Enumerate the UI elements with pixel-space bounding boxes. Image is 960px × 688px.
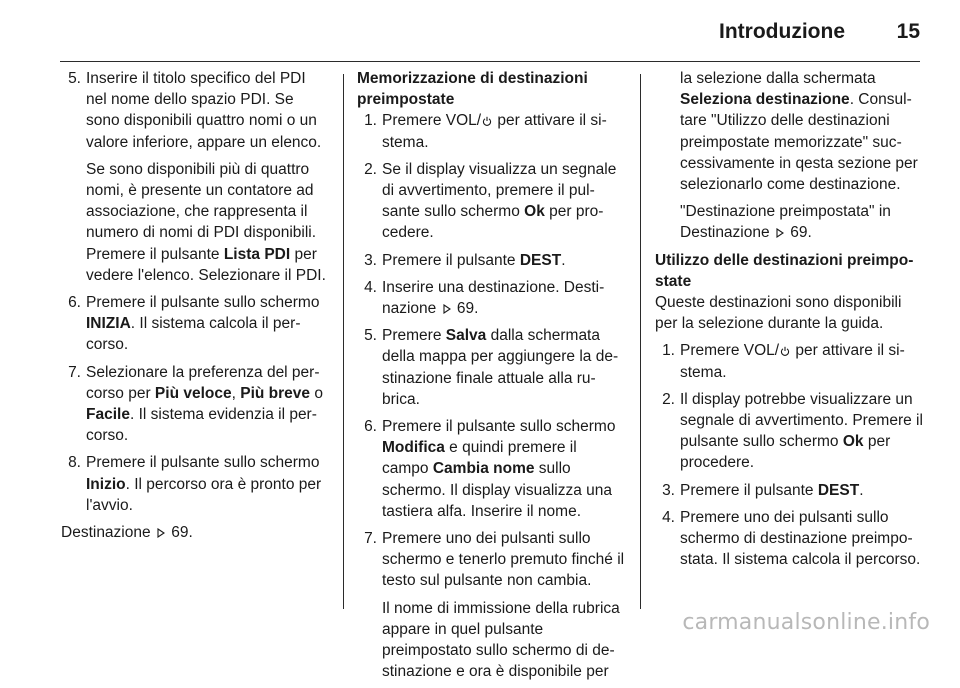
list-item: 4. Premere uno dei pulsanti sullo schermo di destinazione preimpostata. Il sistema calcola il percorso. (662, 508, 921, 569)
page-header (0, 0, 960, 62)
section-heading: Memorizzazione di destinazioni preimpostate (357, 70, 588, 109)
page-title: Introduzione (719, 20, 845, 43)
list-item: 3. Premere il pulsante DEST. (364, 251, 566, 269)
list-item: 2. Il display potrebbe visualizzare un segnale di avvertimento. Premere il pulsante sullo schermo Ok per procedere. (662, 390, 923, 472)
list-item: 4. Inserire una destinazione. Destinazione 69. (364, 278, 605, 318)
column-1 (61, 68, 326, 549)
cross-reference: Destinazione 69. (61, 524, 193, 542)
column-3 (655, 68, 923, 576)
page-number: 15 (896, 20, 920, 43)
watermark-text: carmanualsonline.info (682, 610, 930, 635)
power-icon (482, 116, 492, 126)
intro-text: Queste destinazioni sono disponibili per la selezione durante la guida. (655, 294, 902, 333)
list-item: 6. Premere il pulsante sullo schermo Modifica e quindi premere il campo Cambia nome sullo schermo. Il display visualizza una tastiera alfa. Inserire il nome. (364, 418, 616, 520)
column-divider (343, 74, 344, 609)
section-heading: Utilizzo delle destinazioni preimpostate (655, 251, 914, 290)
list-item: 3. Premere il pulsante DEST. (662, 481, 864, 499)
page-reference-arrow-icon (442, 304, 452, 314)
page-reference-arrow-icon (156, 528, 166, 538)
list-item: 2. Se il display visualizza un segnale di avvertimento, premere il pulsante sullo schermo Ok per procedere. (364, 160, 617, 242)
list-item: 7. Selezionare la preferenza del percorso per Più veloce, Più breve o Facile. Il sistema evidenzia il percorso. (68, 363, 323, 445)
page-reference-arrow-icon (775, 228, 785, 238)
column-divider (640, 74, 641, 609)
list-item: 5. Inserire il titolo specifico del PDI nel nome dello spazio PDI. Se sono disponibili quattro nomi o un valore inferiore, appare un elenco. Se sono disponibili più di quattro nomi, è presente un contatore ad associazione, che rappresenta il numero di nomi di PDI disponibili. Premere il pulsante Lista PDI per vedere l'elenco. Selezionare il PDI. (68, 70, 326, 284)
header-rule (60, 61, 920, 62)
list-item: 6. Premere il pulsante sullo schermo INIZIA. Il sistema calcola il percorso. (68, 294, 320, 354)
list-item: 1. Premere VOL/ per attivare il sistema. (364, 112, 607, 151)
power-icon (780, 346, 790, 356)
continued-list-item: la selezione dalla schermata Seleziona destinazione. Consultare "Utilizzo delle destinazioni preimpostate memorizzate" successivamente in qesta sezione per selezionarlo come destinazione. "Destinazione preimpostata" in Destinazione 69. (680, 70, 918, 242)
list-item: 7. Premere uno dei pulsanti sullo schermo e tenerlo premuto finché il testo sul pulsante non cambia. Il nome di immissione della rubrica appare in quel pulsante preimpostato sullo schermo di destinazione e ora è disponibile per (364, 530, 625, 681)
column-2 (357, 68, 625, 688)
list-item: 8. Premere il pulsante sullo schermo Inizio. Il percorso ora è pronto per l'avvio. (68, 454, 322, 514)
list-item: 5. Premere Salva dalla schermata della mappa per aggiungere la destinazione finale attuale alla rubrica. (364, 327, 619, 408)
list-item: 1. Premere VOL/ per attivare il sistema. (662, 342, 905, 381)
